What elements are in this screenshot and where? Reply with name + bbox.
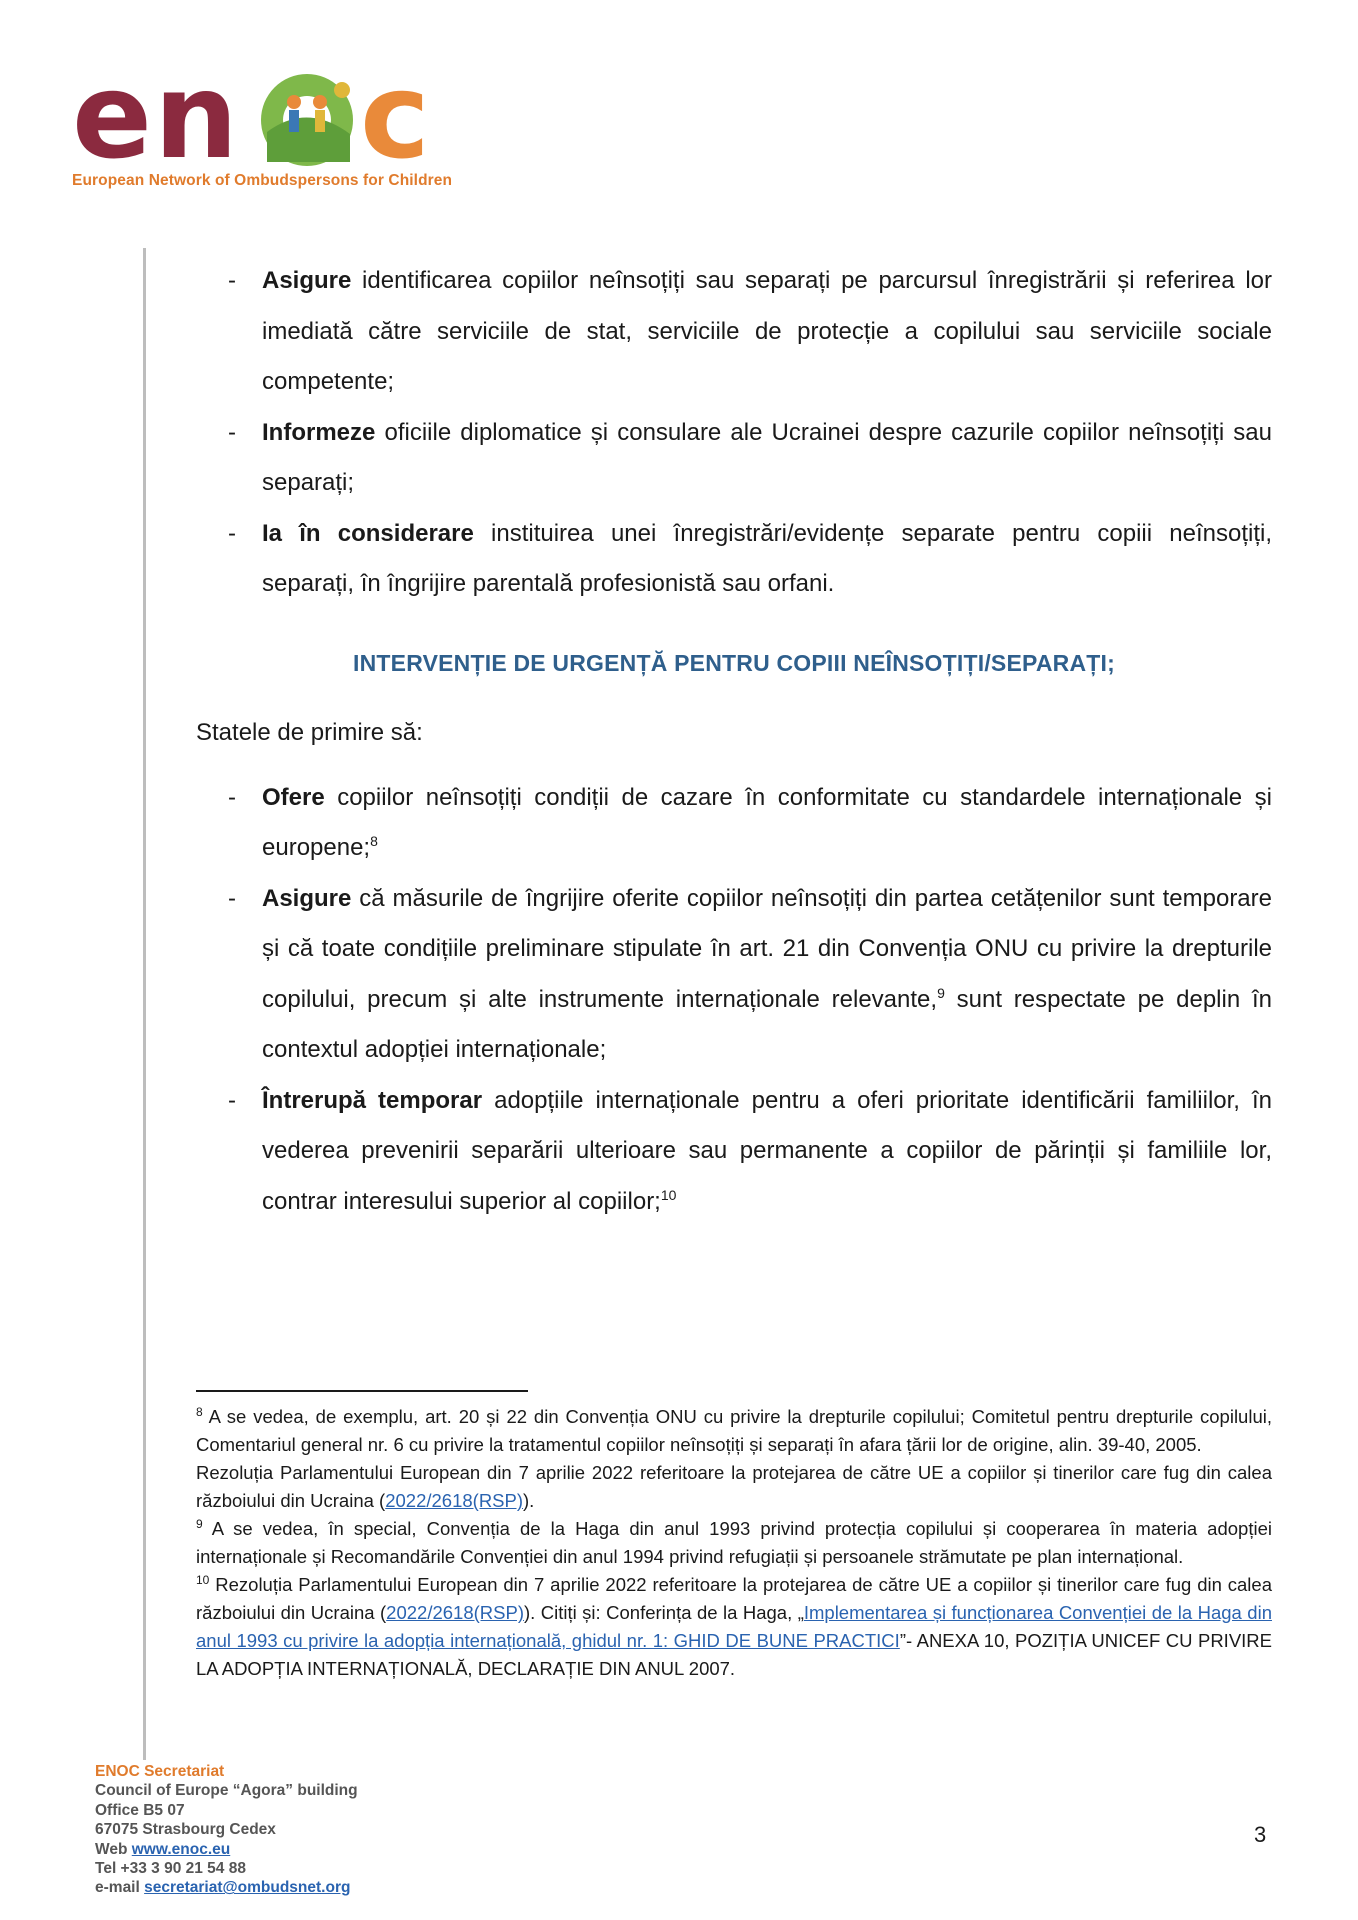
top-bullet-list	[196, 256, 1272, 610]
bullet-keyword: Ia în considerare	[262, 519, 474, 547]
footer-web: Web www.enoc.eu	[95, 1840, 231, 1858]
bullet-keyword: Informeze	[262, 418, 376, 446]
bullet-keyword: Asigure	[262, 884, 352, 912]
bullet-text: identificarea copiilor neînsoțiți sau separați pe parcursul înregistrării și referirea lor imediată către serviciile de stat, serviciile de protecție a copilului sau serviciile sociale competente;	[262, 267, 1272, 395]
footnote-separator	[196, 1390, 528, 1392]
rsp-link[interactable]: 2022/2618(RSP)	[386, 1602, 524, 1623]
enoc-logo-mark	[72, 62, 492, 172]
left-margin-rule	[143, 248, 146, 1760]
bullet-keyword: Asigure	[262, 267, 352, 294]
bottom-bullet-list	[196, 773, 1272, 1228]
bullet-keyword: Întrerupă temporar	[262, 1086, 483, 1114]
enoc-logo	[72, 62, 492, 197]
list-item: - Ofere copiilor neînsoțiți condiții de cazare în conformitate cu standardele internaționale și europene;$^8$	[228, 783, 1272, 861]
bullet-text: instituirea unei înregistrări/evidențe separate pentru copiii neînsoțiți, separați, în îngrijire parentală profesionistă sau orfani.	[262, 519, 1273, 597]
intro-text: Statele de primire să:	[196, 718, 423, 746]
footnote-10: $^{10}$ Rezoluția Parlamentului European din 7 aprilie 2022 referitoare la protejarea de către UE a copiilor și tinerilor care fug din calea războiului din Ucraina (2022/2618(RSP)). Citiți și: Conferința de la Haga, „Implementarea și funcționarea Convenției de la Haga din anul 1993 cu privire la adopția internațională, ghidul nr. 1: GHID DE BUNE PRACTICI”- ANEXA 10, POZIȚIA UNICEF CU PRIVIRE LA ADOPȚIA INTERNAȚIONALĂ, DECLARAȚIE DIN ANUL 2007.	[196, 1572, 1273, 1679]
bullet-keyword: Ofere	[262, 783, 325, 811]
footer-org: ENOC Secretariat	[95, 1763, 225, 1780]
hague-guide-link[interactable]: Implementarea și funcționarea Convenției de la Haga din anul 1993 cu privire la adopția internațională, ghidul nr. 1: GHID DE BUNE PRACTICI	[196, 1602, 1272, 1651]
bullet-text: că măsurile de îngrijire oferite copiilor neînsoțiți din partea cetățenilor sunt temporare și că toate condițiile preliminare stipulate în art. 21 din Convenția ONU cu privire la drepturile copilului, precum și alte instrumente internaționale relevante,	[262, 884, 1272, 1013]
footer-email: e-mail secretariat@ombudsnet.org	[95, 1879, 351, 1897]
bullet-text: adopțiile internaționale pentru a oferi prioritate identificării familiilor, în vederea prevenirii separării ulterioare sau permanente a copiilor de părinții și familiile lor, contrar interesului superior al copiilor;	[262, 1086, 1272, 1215]
bullet-text: oficiile diplomatice și consulare ale Ucrainei despre cazurile copiilor neînsoțiți sau separați;	[262, 418, 1272, 496]
footer-address	[95, 1762, 358, 1898]
bullet-text: sunt respectate pe deplin în contextul adopției internaționale;	[262, 985, 1272, 1063]
list-item: - Întrerupă temporar adopțiile internaționale pentru a oferi prioritate identificării familiilor, în vederea prevenirii separării ulterioare sau permanente a copiilor de părinții și familiile lor, contrar interesului superior al copiilor;$^{10}$	[228, 1086, 1272, 1215]
page-number: 3	[1254, 1822, 1267, 1847]
list-item: - Ia în considerare instituirea unei înregistrări/evidențe separate pentru copiii neînsoțiți, separați, în îngrijire parentală profesionistă sau orfani.	[228, 519, 1273, 597]
svg-text:n: n	[154, 62, 239, 172]
bullet-text: copiilor neînsoțiți condiții de cazare în conformitate cu standardele internaționale și europene;	[262, 783, 1272, 861]
main-content	[196, 256, 1272, 1227]
svg-text:e: e	[72, 62, 153, 172]
footnote-9: $^9$ A se vedea, în special, Convenția de la Haga din anul 1993 privind protecția copilului și cooperarea în materia adopției internaționale și Recomandările Convenției din anul 1994 privind refugiații și persoanele strămutate pe plan internațional.	[196, 1516, 1272, 1567]
footnote-8-continued: Rezoluția Parlamentului European din 7 aprilie 2022 referitoare la protejarea de către UE a copiilor și tinerilor care fug din calea războiului din Ucraina (2022/2618(RSP)).	[196, 1462, 1272, 1511]
footnote-ref[interactable]: 10	[660, 1186, 677, 1203]
list-item: - Asigure identificarea copiilor neînsoțiți sau separați pe parcursul înregistrării și referirea lor imediată către serviciile de stat, serviciile de protecție a copilului sau serviciile sociale competente;	[228, 267, 1272, 395]
section-heading: INTERVENȚIE DE URGENȚĂ PENTRU COPIII NEÎNSOȚIȚI/SEPARAȚI;	[353, 649, 1115, 676]
footer-city: 67075 Strasbourg Cedex	[95, 1821, 276, 1839]
logo-caption: European Network of Ombudspersons for Children	[72, 172, 453, 189]
list-item: - Informeze oficiile diplomatice și consulare ale Ucrainei despre cazurile copiilor neînsoțiți sau separați;	[228, 418, 1272, 496]
footer-building: Council of Europe “Agora” building	[95, 1782, 358, 1800]
email-link[interactable]: secretariat@ombudsnet.org	[144, 1879, 351, 1897]
list-item: - Asigure că măsurile de îngrijire oferite copiilor neînsoțiți din partea cetățenilor sunt temporare și că toate condițiile preliminare stipulate în art. 21 din Convenția ONU cu privire la drepturile copilului, precum și alte instrumente internaționale relevante,$^9$ sunt respectate pe deplin în contextul adopției internaționale;	[228, 884, 1272, 1063]
footer-tel: Tel +33 3 90 21 54 88	[95, 1860, 246, 1878]
web-link[interactable]: www.enoc.eu	[131, 1840, 231, 1858]
rsp-link[interactable]: 2022/2618(RSP)	[385, 1490, 524, 1511]
footnotes	[196, 1403, 1272, 1683]
footnote-ref[interactable]: 9	[937, 984, 945, 1001]
footnote-8: $^8$ A se vedea, de exemplu, art. 20 și 22 din Convenția ONU cu privire la drepturile copilului; Comitetul pentru drepturile copilului, Comentariul general nr. 6 cu privire la tratamentul copiilor neînsoțiți și separați în afara țării lor de origine, alin. 39-40, 2005.	[196, 1404, 1272, 1455]
svg-text:c: c	[360, 62, 430, 172]
footnote-ref[interactable]: 8	[370, 833, 378, 849]
footer-office: Office B5 07	[95, 1801, 185, 1819]
